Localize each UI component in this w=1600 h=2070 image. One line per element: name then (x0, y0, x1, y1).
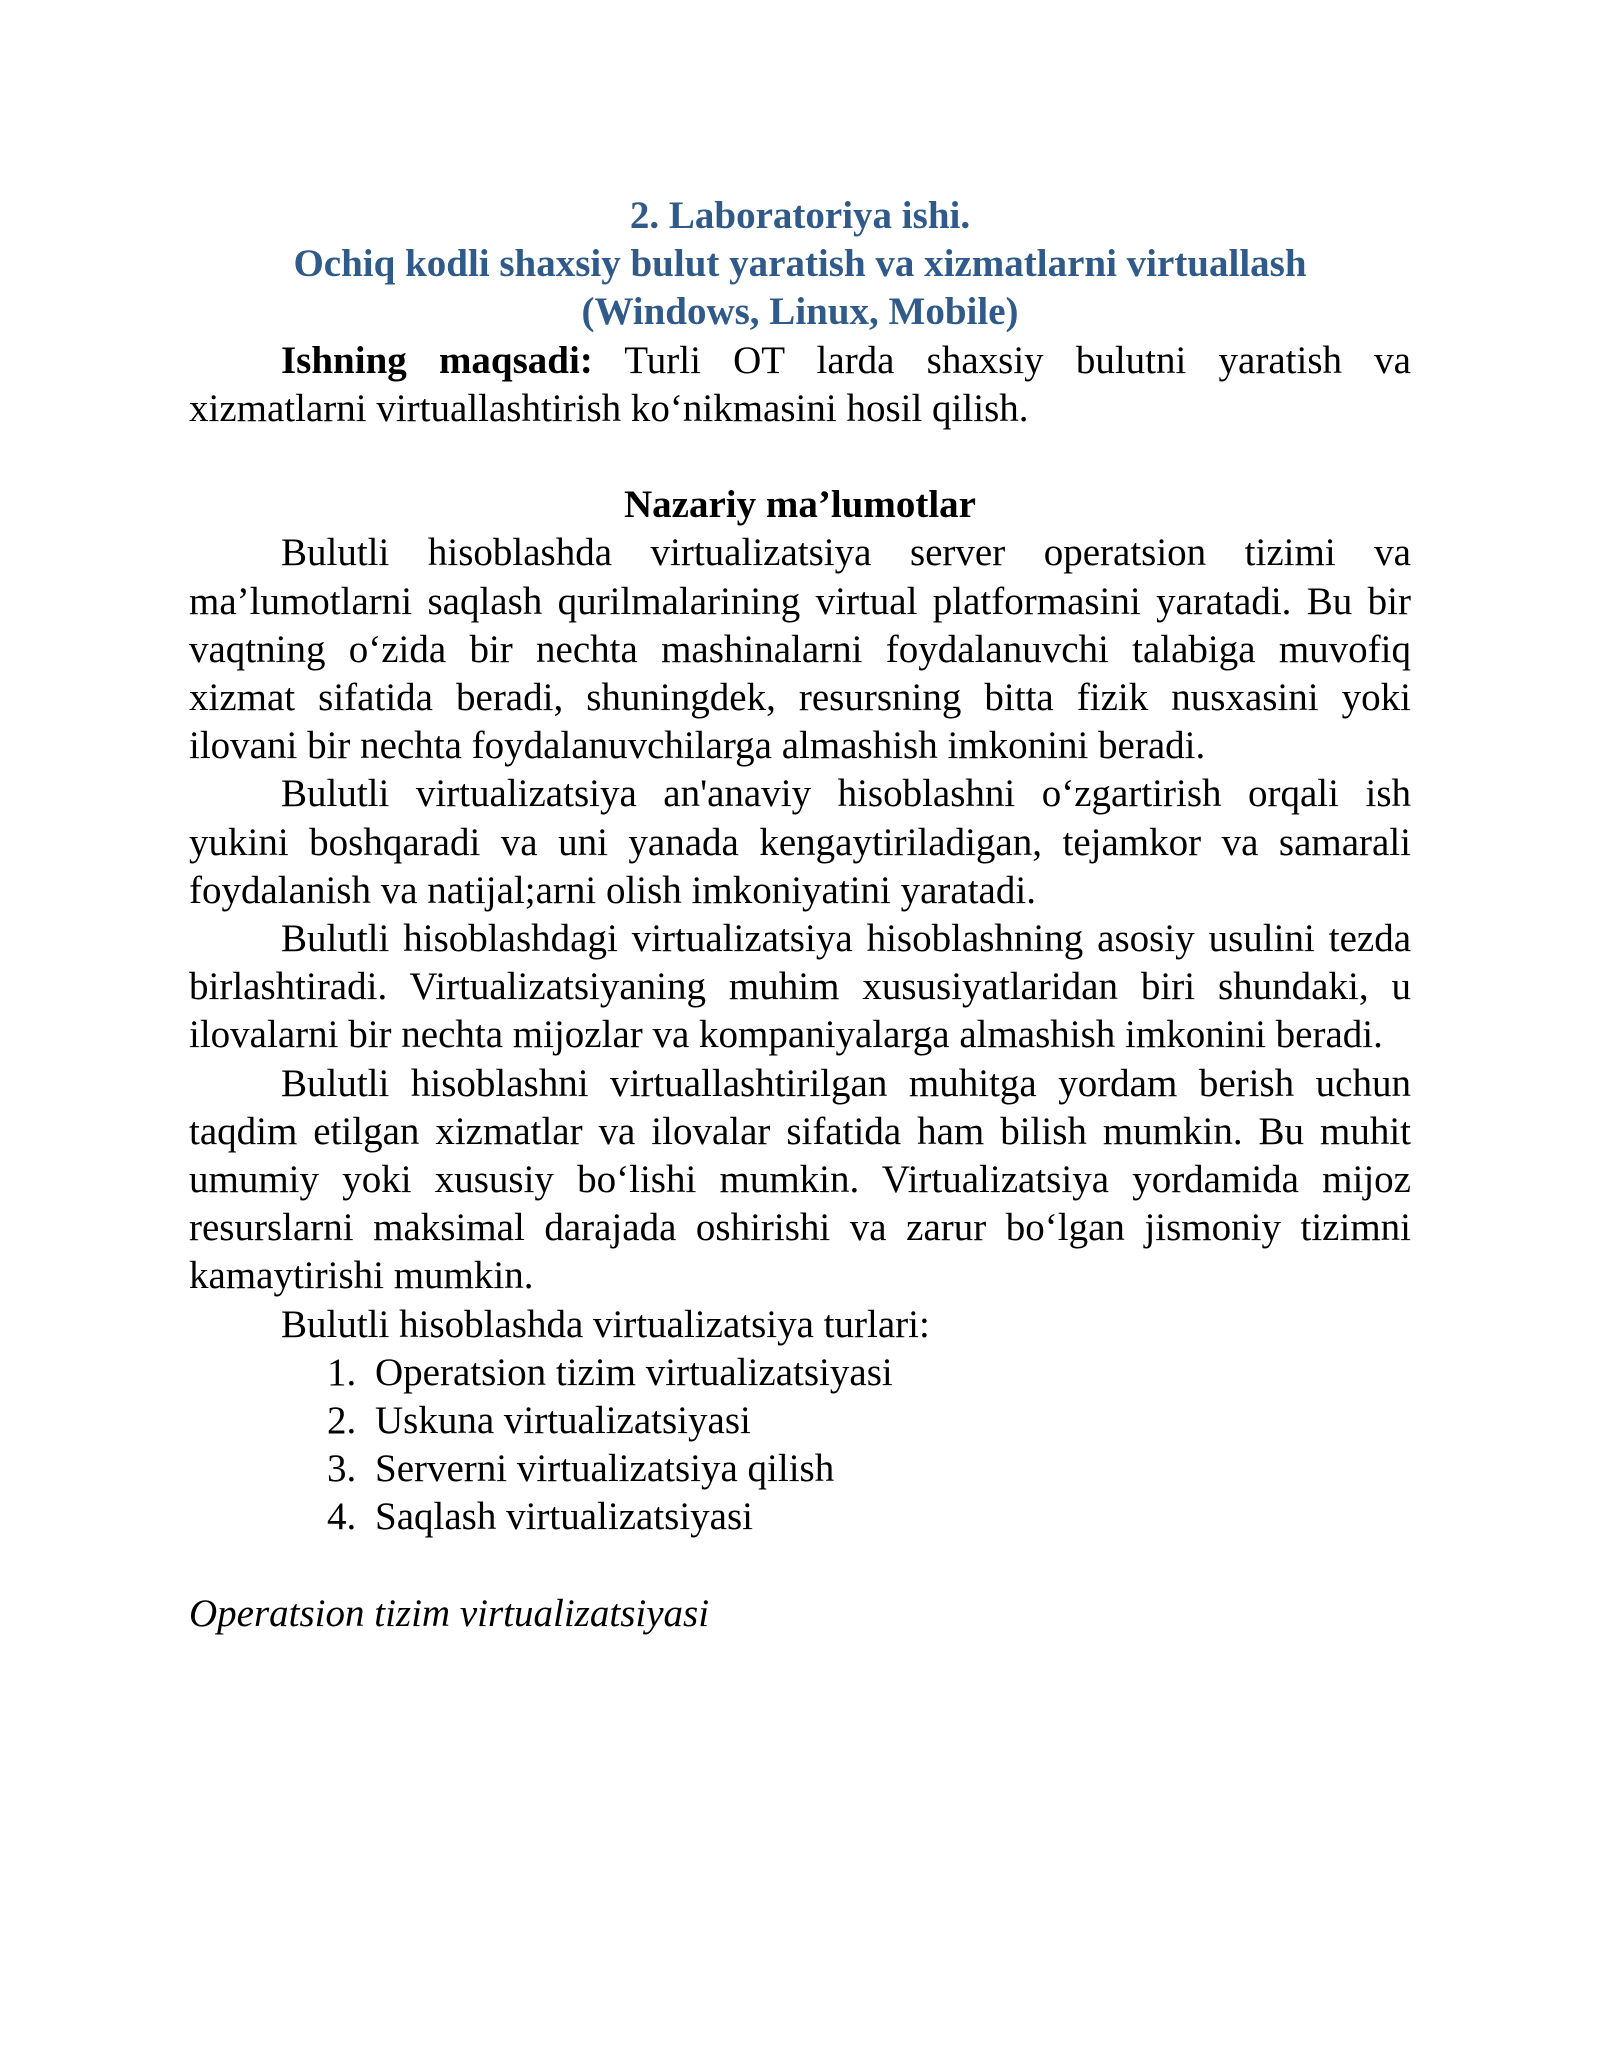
goal-paragraph (189, 337, 1411, 433)
list-item-text: Serverni virtualizatsiya qilish (375, 1447, 835, 1491)
document-subtitle: Ochiq kodli shaxsiy bulut yaratish va xizmatlarni virtuallash (293, 242, 1307, 286)
goal-text: Turli OT larda shaxsiy bulutni yaratish va xizmatlarni virtuallashtirish ko‘nikmasini hosil qilish. (189, 338, 1411, 430)
document-title: 2. Laboratoriya ishi. (629, 194, 971, 237)
goal-label: Ishning maqsadi: (281, 338, 593, 382)
list-item-number: 1. (327, 1350, 357, 1394)
list-item (189, 1445, 1411, 1493)
list-item-text: Uskuna virtualizatsiyasi (375, 1399, 751, 1443)
paragraph: Bulutli hisoblashda virtualizatsiya turlari: (281, 1302, 930, 1346)
theory-heading: Nazariy ma’lumotlar (624, 483, 976, 527)
virtualization-types-list (189, 1349, 1411, 1542)
list-item-number: 2. (327, 1399, 357, 1443)
list-item (189, 1349, 1411, 1397)
spacer (189, 433, 1411, 481)
paragraph: Bulutli hisoblashda virtualizatsiya server operatsion tizimi va ma’lumotlarni saqlash qurilmalarining virtual platformasini yaratadi. Bu bir vaqtning o‘zida bir nechta mashinalarni foydalanuvchi talabiga muvofiq xizmat sifatida beradi, shuningdek, resursning bitta fizik nusxasini yoki ilovani bir nechta foydalanuvchilarga almashish imkonini beradi. (189, 531, 1411, 768)
paragraph: Bulutli hisoblashdagi virtualizatsiya hisoblashning asosiy usulini tezda birlashtiradi. Virtualizatsiyaning muhim xususiyatlaridan biri shundaki, u ilovalarni bir nechta mijozlar va kompaniyalarga almashish imkonini beradi. (189, 917, 1411, 1057)
list-item-text: Saqlash virtualizatsiyasi (375, 1495, 754, 1539)
document-page (189, 192, 1411, 1638)
section-subheading: Operatsion tizim virtualizatsiyasi (189, 1591, 710, 1635)
document-subtitle-platforms: (Windows, Linux, Mobile) (581, 290, 1019, 334)
list-item (189, 1493, 1411, 1541)
spacer (189, 1542, 1411, 1590)
list-item-number: 3. (327, 1447, 357, 1491)
list-item-text: Operatsion tizim virtualizatsiyasi (375, 1350, 893, 1394)
paragraph: Bulutli hisoblashni virtuallashtirilgan muhitga yordam berish uchun taqdim etilgan xizmatlar va ilovalar sifatida ham bilish mumkin. Bu muhit umumiy yoki xususiy bo‘lishi mumkin. Virtualizatsiya yordamida mijoz resurslarni maksimal darajada oshirishi va zarur bo‘lgan jismoniy tizimni kamaytirishi mumkin. (189, 1061, 1411, 1298)
list-item-number: 4. (327, 1495, 357, 1539)
paragraph: Bulutli virtualizatsiya an'anaviy hisoblashni o‘zgartirish orqali ish yukini boshqaradi va uni yanada kengaytiriladigan, tejamkor va samarali foydalanish va natijal;arni olish imkoniyatini yaratadi. (189, 772, 1411, 912)
list-item (189, 1397, 1411, 1445)
